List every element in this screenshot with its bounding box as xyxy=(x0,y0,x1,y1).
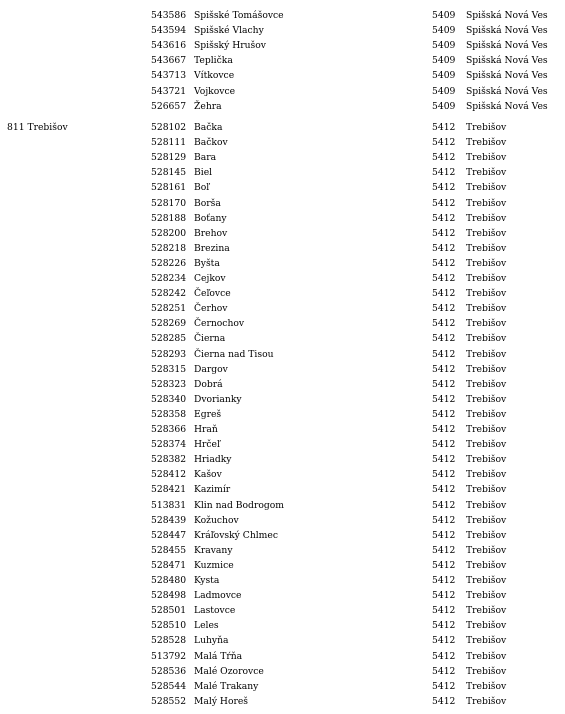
municipality-code: 528218 xyxy=(151,242,187,254)
district-code: 5412 xyxy=(432,620,456,632)
table-row xyxy=(0,377,565,392)
table-row xyxy=(0,543,565,558)
district-name: Trebišov xyxy=(466,469,507,481)
municipality-name: Malé Trakany xyxy=(194,680,259,692)
district-code: 5412 xyxy=(432,650,456,662)
municipality-code: 528439 xyxy=(151,514,187,526)
table-row xyxy=(0,53,565,68)
municipality-code: 528374 xyxy=(151,439,187,451)
table-row xyxy=(0,679,565,694)
district-code: 5412 xyxy=(432,559,456,571)
municipality-code: 528161 xyxy=(151,182,187,194)
district-code: 5412 xyxy=(432,242,456,254)
table-row xyxy=(0,316,565,331)
municipality-name: Spišské Tomášovce xyxy=(194,10,284,21)
district-code: 5412 xyxy=(432,439,456,451)
table-row xyxy=(0,271,565,286)
district-code: 5409 xyxy=(432,55,456,67)
municipality-name: Vítkovce xyxy=(194,70,235,82)
district-code: 5409 xyxy=(432,10,456,21)
district-code: 5412 xyxy=(432,605,456,617)
district-code: 5412 xyxy=(432,348,456,360)
municipality-name: Hrčeľ xyxy=(194,439,220,451)
district-name: Trebišov xyxy=(466,378,507,390)
district-name: Trebišov xyxy=(466,408,507,420)
municipality-code: 528188 xyxy=(151,212,187,224)
district-name: Trebišov xyxy=(466,393,507,405)
municipality-name: Spišský Hrušov xyxy=(194,40,266,52)
municipality-name: Bačka xyxy=(194,122,223,133)
table-row xyxy=(0,362,565,377)
municipality-code: 528447 xyxy=(151,529,187,541)
municipality-code: 526657 xyxy=(151,100,187,112)
municipality-code: 528412 xyxy=(151,469,187,481)
district-name: Trebišov xyxy=(466,227,507,239)
municipality-code: 543721 xyxy=(151,85,187,97)
district-name: Spišská Nová Ves xyxy=(466,25,548,37)
municipality-code: 528269 xyxy=(151,318,187,330)
municipality-name: Čierna xyxy=(194,333,226,345)
municipality-name: Hraň xyxy=(194,424,218,435)
district-code: 5412 xyxy=(432,695,456,707)
municipality-name: Malý Horeš xyxy=(194,695,249,707)
district-code: 5412 xyxy=(432,408,456,420)
district-name: Trebišov xyxy=(466,590,507,602)
district-code: 5412 xyxy=(432,529,456,541)
district-name: Trebišov xyxy=(466,499,507,511)
district-name: Trebišov xyxy=(466,182,507,194)
district-code: 5412 xyxy=(432,424,456,435)
municipality-code: 528251 xyxy=(151,303,187,315)
table-row xyxy=(0,513,565,528)
district-label-trebisov: 811 Trebišov xyxy=(7,122,68,133)
municipality-code: 528102 xyxy=(151,122,187,133)
table-row xyxy=(0,301,565,316)
table-row xyxy=(0,588,565,603)
municipality-code: 543667 xyxy=(151,55,187,67)
table-row xyxy=(0,286,565,301)
municipality-code: 528536 xyxy=(151,665,187,677)
district-code: 5412 xyxy=(432,484,456,496)
municipality-name: Brehov xyxy=(194,227,228,239)
municipality-code: 528111 xyxy=(151,137,187,149)
district-name: Trebišov xyxy=(466,122,507,133)
municipality-code: 528145 xyxy=(151,167,187,179)
municipality-name: Čerhov xyxy=(194,303,228,315)
district-name: Spišská Nová Ves xyxy=(466,55,548,67)
district-name: Trebišov xyxy=(466,635,507,647)
district-code: 5412 xyxy=(432,393,456,405)
municipality-code: 528471 xyxy=(151,559,187,571)
district-name: Trebišov xyxy=(466,439,507,451)
district-code: 5412 xyxy=(432,227,456,239)
district-name: Trebišov xyxy=(466,695,507,707)
municipality-code: 543713 xyxy=(151,70,187,82)
municipality-code: 543586 xyxy=(151,10,187,21)
table-row xyxy=(0,392,565,407)
municipality-code: 528544 xyxy=(151,680,187,692)
municipality-name: Boťany xyxy=(194,212,227,224)
municipality-code: 528498 xyxy=(151,590,187,602)
municipality-code: 528323 xyxy=(151,378,187,390)
table-row xyxy=(0,618,565,633)
municipality-name: Dargov xyxy=(194,363,228,375)
municipality-code: 528510 xyxy=(151,620,187,632)
table-row xyxy=(0,528,565,543)
district-name: Spišská Nová Ves xyxy=(466,40,548,52)
table-row xyxy=(0,603,565,618)
table-row xyxy=(0,633,565,648)
table-row xyxy=(0,241,565,256)
municipality-name: Černochov xyxy=(194,318,245,330)
district-name: Trebišov xyxy=(466,559,507,571)
district-name: Trebišov xyxy=(466,605,507,617)
district-code: 5412 xyxy=(432,257,456,269)
district-name: Trebišov xyxy=(466,454,507,466)
table-row xyxy=(0,407,565,422)
municipality-name: Hriadky xyxy=(194,454,232,466)
municipality-code: 528170 xyxy=(151,197,187,209)
district-name: Trebišov xyxy=(466,348,507,360)
table-row xyxy=(0,664,565,679)
district-name: Trebišov xyxy=(466,544,507,556)
district-name: Trebišov xyxy=(466,288,507,300)
municipality-code: 528285 xyxy=(151,333,187,345)
district-code: 5412 xyxy=(432,590,456,602)
municipality-name: Klin nad Bodrogom xyxy=(194,499,284,511)
district-name: Trebišov xyxy=(466,484,507,496)
table-row xyxy=(0,452,565,467)
municipality-name: Spišské Vlachy xyxy=(194,25,264,37)
municipality-name: Biel xyxy=(194,167,213,179)
district-name: Spišská Nová Ves xyxy=(466,85,548,97)
district-code: 5409 xyxy=(432,100,456,112)
table-row xyxy=(0,196,565,211)
municipality-code: 528293 xyxy=(151,348,187,360)
district-name: Spišská Nová Ves xyxy=(466,10,548,21)
district-name: Trebišov xyxy=(466,212,507,224)
district-code: 5412 xyxy=(432,514,456,526)
district-code: 5412 xyxy=(432,137,456,149)
district-code: 5412 xyxy=(432,680,456,692)
district-name: Trebišov xyxy=(466,575,507,586)
table-row xyxy=(0,23,565,38)
table-row xyxy=(0,482,565,497)
municipality-name: Bačkov xyxy=(194,137,228,149)
table-row xyxy=(0,135,565,150)
table-row xyxy=(0,120,565,135)
district-name: Trebišov xyxy=(466,137,507,149)
table-row xyxy=(0,8,565,23)
district-code: 5412 xyxy=(432,303,456,315)
district-code: 5409 xyxy=(432,25,456,37)
municipality-name: Malé Ozorovce xyxy=(194,665,264,677)
municipality-name: Kašov xyxy=(194,469,222,481)
municipality-code: 528480 xyxy=(151,575,187,586)
table-row xyxy=(0,558,565,573)
municipality-name: Žehra xyxy=(194,100,222,112)
municipality-name: Kazimír xyxy=(194,484,231,496)
table-row xyxy=(0,38,565,53)
table-row xyxy=(0,211,565,226)
district-name: Trebišov xyxy=(466,257,507,269)
municipality-name: Egreš xyxy=(194,408,222,420)
district-name: Trebišov xyxy=(466,318,507,330)
district-code: 5409 xyxy=(432,40,456,52)
district-code: 5412 xyxy=(432,635,456,647)
table-row xyxy=(0,165,565,180)
table-row xyxy=(0,422,565,437)
municipality-name: Ladmovce xyxy=(194,590,242,602)
district-name: Trebišov xyxy=(466,333,507,345)
municipality-code: 528366 xyxy=(151,424,187,435)
district-code: 5412 xyxy=(432,182,456,194)
municipality-name: Kysta xyxy=(194,575,220,586)
municipality-code: 528234 xyxy=(151,273,187,284)
municipality-code: 528129 xyxy=(151,152,187,164)
municipality-name: Byšta xyxy=(194,257,220,269)
table-row xyxy=(0,437,565,452)
district-code: 5412 xyxy=(432,333,456,345)
municipality-code: 513792 xyxy=(151,650,187,662)
district-name: Spišská Nová Ves xyxy=(466,100,548,112)
district-name: Trebišov xyxy=(466,273,507,284)
municipality-name: Lastovce xyxy=(194,605,236,617)
municipality-code: 543594 xyxy=(151,25,187,37)
district-code: 5412 xyxy=(432,212,456,224)
municipality-code: 528501 xyxy=(151,605,187,617)
table-row xyxy=(0,331,565,346)
district-code: 5412 xyxy=(432,378,456,390)
municipality-name: Borša xyxy=(194,197,221,209)
district-name: Trebišov xyxy=(466,363,507,375)
municipality-code: 528200 xyxy=(151,227,187,239)
district-code: 5409 xyxy=(432,85,456,97)
municipality-code: 528242 xyxy=(151,288,187,300)
municipality-name: Kravany xyxy=(194,544,233,556)
municipality-code: 513831 xyxy=(151,499,187,511)
district-code: 5412 xyxy=(432,469,456,481)
district-code: 5412 xyxy=(432,152,456,164)
municipality-name: Cejkov xyxy=(194,273,226,284)
table-row xyxy=(0,256,565,271)
district-name: Trebišov xyxy=(466,620,507,632)
district-code: 5409 xyxy=(432,70,456,82)
table-row xyxy=(0,68,565,83)
district-name: Spišská Nová Ves xyxy=(466,70,548,82)
district-name: Trebišov xyxy=(466,650,507,662)
table-row xyxy=(0,694,565,709)
municipality-code: 528340 xyxy=(151,393,187,405)
district-code: 5412 xyxy=(432,197,456,209)
district-name: Trebišov xyxy=(466,665,507,677)
municipality-name: Teplička xyxy=(194,55,233,67)
table-row xyxy=(0,498,565,513)
municipality-name: Kuzmice xyxy=(194,559,234,571)
municipality-name: Čierna nad Tisou xyxy=(194,348,274,360)
district-code: 5412 xyxy=(432,318,456,330)
district-name: Trebišov xyxy=(466,680,507,692)
district-code: 5412 xyxy=(432,454,456,466)
table-row xyxy=(0,467,565,482)
district-code: 5412 xyxy=(432,273,456,284)
table-row xyxy=(0,150,565,165)
municipality-code: 528358 xyxy=(151,408,187,420)
district-code: 5412 xyxy=(432,288,456,300)
municipality-name: Brezina xyxy=(194,242,230,254)
municipality-name: Dvorianky xyxy=(194,393,242,405)
municipality-code: 528315 xyxy=(151,363,187,375)
district-name: Trebišov xyxy=(466,529,507,541)
district-name: Trebišov xyxy=(466,242,507,254)
municipality-code: 528552 xyxy=(151,695,187,707)
district-code: 5412 xyxy=(432,363,456,375)
table-row xyxy=(0,180,565,195)
district-name: Trebišov xyxy=(466,514,507,526)
table-row xyxy=(0,84,565,99)
table-row xyxy=(0,573,565,588)
district-code: 5412 xyxy=(432,665,456,677)
table-row xyxy=(0,347,565,362)
district-name: Trebišov xyxy=(466,167,507,179)
district-code: 5412 xyxy=(432,167,456,179)
table-row xyxy=(0,99,565,114)
district-code: 5412 xyxy=(432,575,456,586)
district-name: Trebišov xyxy=(466,303,507,315)
municipality-name: Vojkovce xyxy=(194,85,236,97)
district-code: 5412 xyxy=(432,122,456,133)
municipality-name: Malá Tŕňa xyxy=(194,650,243,662)
municipality-name: Čeľovce xyxy=(194,288,231,300)
municipality-name: Kráľovský Chlmec xyxy=(194,529,278,541)
district-name: Trebišov xyxy=(466,424,507,435)
municipality-name: Boľ xyxy=(194,182,210,194)
municipality-name: Luhyňa xyxy=(194,635,229,647)
municipality-code: 528226 xyxy=(151,257,187,269)
table-row xyxy=(0,649,565,664)
municipality-code: 528455 xyxy=(151,544,187,556)
district-code: 5412 xyxy=(432,544,456,556)
municipality-code: 528528 xyxy=(151,635,187,647)
municipality-code: 528421 xyxy=(151,484,187,496)
district-code: 5412 xyxy=(432,499,456,511)
district-name: Trebišov xyxy=(466,152,507,164)
municipality-name: Dobrá xyxy=(194,378,223,390)
table-row xyxy=(0,226,565,241)
district-name: Trebišov xyxy=(466,197,507,209)
municipality-code: 543616 xyxy=(151,40,187,52)
municipality-name: Bara xyxy=(194,152,217,164)
municipality-name: Leles xyxy=(194,620,219,632)
municipality-code: 528382 xyxy=(151,454,187,466)
municipality-name: Kožuchov xyxy=(194,514,239,526)
